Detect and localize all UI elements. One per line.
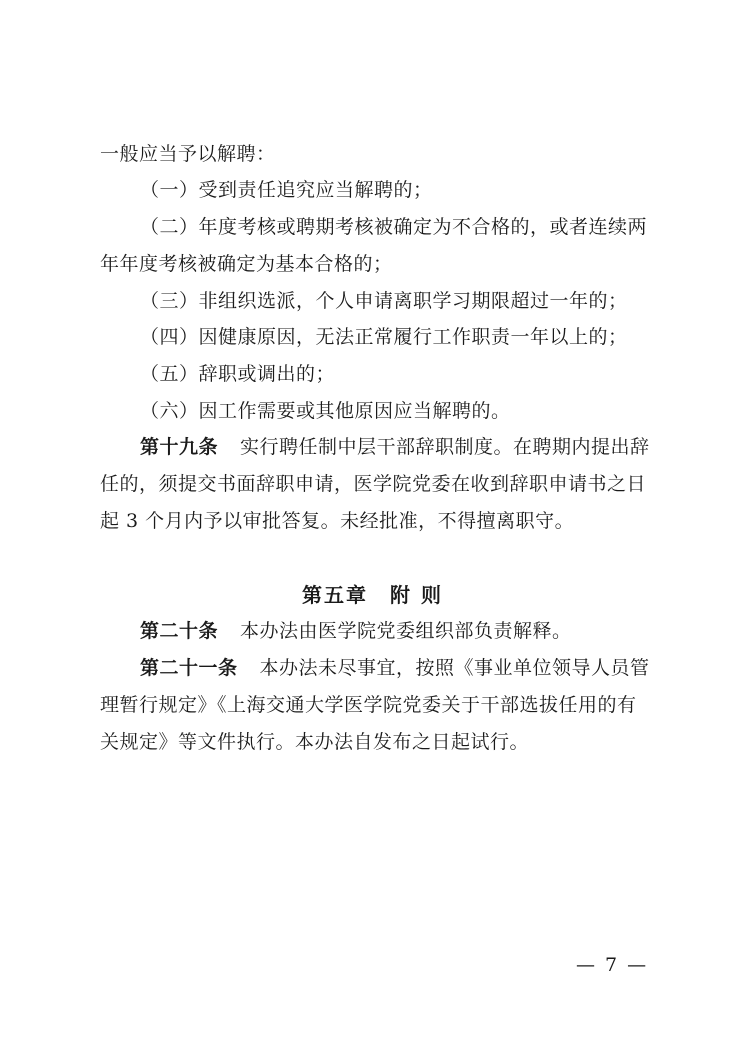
article-20 <box>0 616 745 646</box>
text: 任的，须提交书面辞职申请，医学院党委在收到辞职申请书之日 <box>100 473 647 495</box>
text: （一）受到责任追究应当解聘的； <box>140 179 433 201</box>
list-item-6 <box>0 396 745 426</box>
article-19-continued <box>0 506 745 536</box>
article-21-continued <box>0 727 745 757</box>
text: （三）非组织选派，个人申请离职学习期限超过一年的； <box>140 290 628 312</box>
list-item-2 <box>0 212 745 242</box>
list-item-3 <box>0 286 745 316</box>
article-label: 第二十一条 <box>140 657 238 679</box>
article-21-continued <box>0 690 745 720</box>
paragraph-line <box>0 139 745 169</box>
article-21 <box>0 653 745 683</box>
article-19-continued <box>0 469 745 499</box>
list-item-1 <box>0 175 745 205</box>
page-number-text: — 7 — <box>576 954 649 976</box>
text: 年年度考核被确定为基本合格的； <box>100 253 393 275</box>
article-19 <box>0 432 745 462</box>
text: 一般应当予以解聘： <box>100 143 276 165</box>
article-label: 第二十条 <box>140 620 219 642</box>
text: 实行聘任制中层干部辞职制度。在聘期内提出辞 <box>240 436 650 458</box>
text: 理暂行规定》《上海交通大学医学院党委关于干部选拔任用的有 <box>100 694 637 716</box>
text: 关规定》等文件执行。本办法自发布之日起试行。 <box>100 731 530 753</box>
text: （六）因工作需要或其他原因应当解聘的。 <box>140 400 511 422</box>
text: 本办法未尽事宜，按照《事业单位领导人员管 <box>259 657 650 679</box>
text: （二）年度考核或聘期考核被确定为不合格的，或者连续两 <box>140 216 648 238</box>
list-item-4 <box>0 322 745 352</box>
text: 本办法由医学院党委组织部负责解释。 <box>240 620 572 642</box>
article-label: 第十九条 <box>140 436 219 458</box>
list-item-2-continued <box>0 249 745 279</box>
chapter-title: 第五章 附 则 <box>302 583 443 607</box>
text: （四）因健康原因，无法正常履行工作职责一年以上的； <box>140 326 628 348</box>
list-item-5 <box>0 359 745 389</box>
page-number <box>576 950 648 980</box>
chapter-heading <box>0 580 745 610</box>
text: 起 3 个月内予以审批答复。未经批准，不得擅离职守。 <box>100 510 575 532</box>
text: （五）辞职或调出的； <box>140 363 336 385</box>
